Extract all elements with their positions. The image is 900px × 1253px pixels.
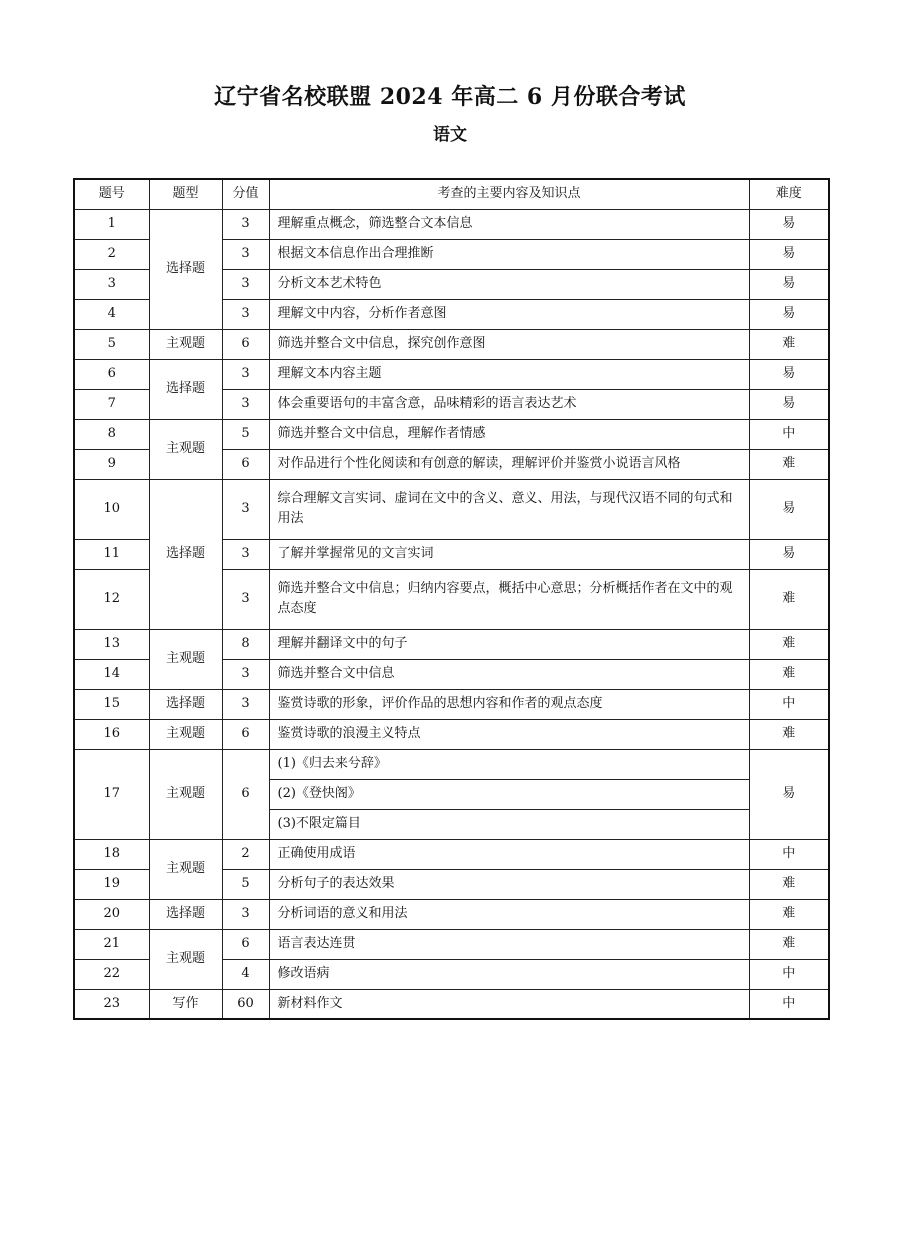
question-difficulty: 难 [749, 719, 829, 749]
question-number: 23 [74, 989, 149, 1019]
question-number: 20 [74, 899, 149, 929]
question-difficulty: 中 [749, 419, 829, 449]
question-score: 3 [222, 689, 269, 719]
table-row [74, 689, 829, 719]
question-content: 分析句子的表达效果 [269, 869, 749, 899]
question-score: 5 [222, 869, 269, 899]
question-difficulty: 易 [749, 239, 829, 269]
question-score: 3 [222, 209, 269, 239]
question-difficulty: 中 [749, 989, 829, 1019]
question-content: 筛选并整合文中信息，理解作者情感 [269, 419, 749, 449]
question-content: 筛选并整合文中信息；归纳内容要点，概括中心意思；分析概括作者在文中的观点态度 [269, 569, 749, 629]
question-type: 主观题 [149, 629, 222, 689]
question-number: 14 [74, 659, 149, 689]
header-question-number: 题号 [74, 179, 149, 209]
question-score: 6 [222, 719, 269, 749]
table-row [74, 479, 829, 539]
question-score: 6 [222, 329, 269, 359]
question-number: 18 [74, 839, 149, 869]
table-row [74, 929, 829, 959]
question-number: 19 [74, 869, 149, 899]
table-row [74, 359, 829, 389]
question-difficulty: 难 [749, 329, 829, 359]
table-header-row [74, 179, 829, 209]
question-number: 12 [74, 569, 149, 629]
question-type: 主观题 [149, 839, 222, 899]
question-score: 3 [222, 389, 269, 419]
question-number: 11 [74, 539, 149, 569]
question-score: 4 [222, 959, 269, 989]
question-type: 主观题 [149, 749, 222, 839]
question-content: 鉴赏诗歌的浪漫主义特点 [269, 719, 749, 749]
question-content: 鉴赏诗歌的形象，评价作品的思想内容和作者的观点态度 [269, 689, 749, 719]
question-content: 修改语病 [269, 959, 749, 989]
question-type: 选择题 [149, 479, 222, 629]
question-type: 选择题 [149, 899, 222, 929]
exam-analysis-table [73, 178, 830, 1020]
question-content: (1)《归去来兮辞》 [269, 749, 749, 779]
question-type: 选择题 [149, 209, 222, 329]
header-difficulty: 难度 [749, 179, 829, 209]
question-content: 正确使用成语 [269, 839, 749, 869]
question-difficulty: 难 [749, 659, 829, 689]
question-content: 根据文本信息作出合理推断 [269, 239, 749, 269]
question-type: 选择题 [149, 359, 222, 419]
question-content: 筛选并整合文中信息 [269, 659, 749, 689]
question-number: 6 [74, 359, 149, 389]
table-row [74, 719, 829, 749]
question-content: (2)《登快阁》 [269, 779, 749, 809]
question-score: 3 [222, 569, 269, 629]
table-row [74, 899, 829, 929]
question-score: 3 [222, 659, 269, 689]
question-content: 综合理解文言实词、虚词在文中的含义、意义、用法，与现代汉语不同的句式和用法 [269, 479, 749, 539]
question-number: 17 [74, 749, 149, 839]
question-score: 3 [222, 269, 269, 299]
question-number: 10 [74, 479, 149, 539]
question-content: 筛选并整合文中信息，探究创作意图 [269, 329, 749, 359]
question-difficulty: 难 [749, 629, 829, 659]
question-difficulty: 难 [749, 869, 829, 899]
question-number: 16 [74, 719, 149, 749]
table-row [74, 749, 829, 779]
question-score: 3 [222, 359, 269, 389]
question-score: 5 [222, 419, 269, 449]
question-type: 主观题 [149, 419, 222, 479]
question-number: 22 [74, 959, 149, 989]
question-score: 3 [222, 239, 269, 269]
question-number: 13 [74, 629, 149, 659]
question-number: 4 [74, 299, 149, 329]
question-difficulty: 易 [749, 209, 829, 239]
question-score: 3 [222, 299, 269, 329]
question-content: 理解重点概念，筛选整合文本信息 [269, 209, 749, 239]
question-number: 7 [74, 389, 149, 419]
table-row [74, 989, 829, 1019]
question-difficulty: 易 [749, 359, 829, 389]
question-difficulty: 难 [749, 929, 829, 959]
question-content: 语言表达连贯 [269, 929, 749, 959]
question-score: 6 [222, 449, 269, 479]
page-title: 辽宁省名校联盟 2024 年高二 6 月份联合考试 [214, 84, 686, 110]
question-content: 理解文本内容主题 [269, 359, 749, 389]
question-difficulty: 中 [749, 689, 829, 719]
question-score: 8 [222, 629, 269, 659]
question-score: 3 [222, 479, 269, 539]
question-score: 60 [222, 989, 269, 1019]
question-content: 体会重要语句的丰富含意，品味精彩的语言表达艺术 [269, 389, 749, 419]
table-row [74, 209, 829, 239]
question-score: 3 [222, 539, 269, 569]
question-difficulty: 易 [749, 539, 829, 569]
question-difficulty: 中 [749, 839, 829, 869]
question-difficulty: 中 [749, 959, 829, 989]
table-row [74, 419, 829, 449]
header-score: 分值 [222, 179, 269, 209]
question-difficulty: 难 [749, 899, 829, 929]
question-score: 2 [222, 839, 269, 869]
question-number: 8 [74, 419, 149, 449]
question-type: 写作 [149, 989, 222, 1019]
header-content: 考查的主要内容及知识点 [269, 179, 749, 209]
question-number: 1 [74, 209, 149, 239]
question-number: 5 [74, 329, 149, 359]
question-content: 理解并翻译文中的句子 [269, 629, 749, 659]
table-row [74, 629, 829, 659]
question-difficulty: 易 [749, 299, 829, 329]
question-difficulty: 难 [749, 569, 829, 629]
question-difficulty: 易 [749, 269, 829, 299]
question-content: 新材料作文 [269, 989, 749, 1019]
question-number: 3 [74, 269, 149, 299]
question-content: 对作品进行个性化阅读和有创意的解读，理解评价并鉴赏小说语言风格 [269, 449, 749, 479]
question-type: 主观题 [149, 929, 222, 989]
question-number: 15 [74, 689, 149, 719]
question-number: 21 [74, 929, 149, 959]
header-question-type: 题型 [149, 179, 222, 209]
question-score: 6 [222, 929, 269, 959]
question-content: 分析文本艺术特色 [269, 269, 749, 299]
question-difficulty: 易 [749, 749, 829, 839]
question-content: 分析词语的意义和用法 [269, 899, 749, 929]
question-difficulty: 难 [749, 449, 829, 479]
question-content: 理解文中内容，分析作者意图 [269, 299, 749, 329]
question-number: 2 [74, 239, 149, 269]
page-subtitle: 语文 [433, 125, 467, 145]
question-type: 主观题 [149, 329, 222, 359]
question-content: (3)不限定篇目 [269, 809, 749, 839]
table-row [74, 839, 829, 869]
table-row [74, 329, 829, 359]
question-type: 选择题 [149, 689, 222, 719]
question-score: 3 [222, 899, 269, 929]
question-content: 了解并掌握常见的文言实词 [269, 539, 749, 569]
question-number: 9 [74, 449, 149, 479]
question-difficulty: 易 [749, 479, 829, 539]
question-score: 6 [222, 749, 269, 839]
question-difficulty: 易 [749, 389, 829, 419]
question-type: 主观题 [149, 719, 222, 749]
